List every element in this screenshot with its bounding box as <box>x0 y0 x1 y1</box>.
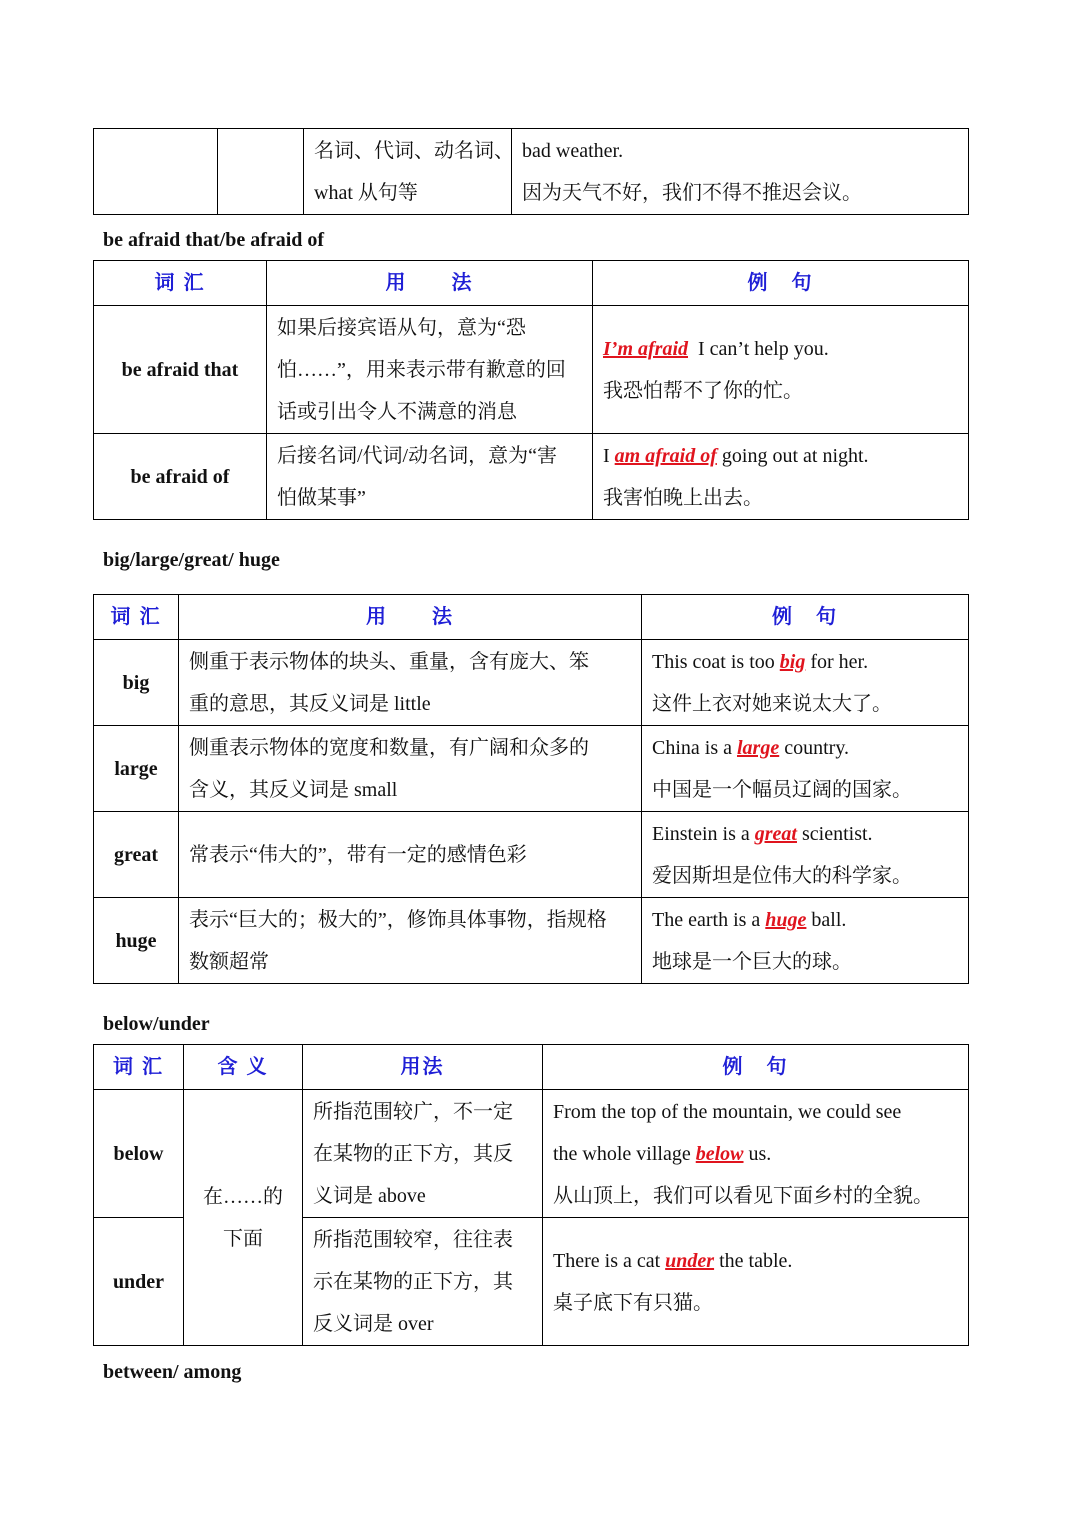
section-title: big/large/great/ huge <box>103 549 280 571</box>
example-en <box>553 1133 958 1175</box>
example-cell <box>642 898 969 984</box>
example-en: From the top of the mountain, we could see <box>553 1100 902 1123</box>
word-cell: great <box>94 812 179 898</box>
example-text: There is a cat <box>553 1249 666 1272</box>
highlight-word: large <box>737 736 780 759</box>
header-meaning: 含 义 <box>184 1045 303 1090</box>
word-cell: huge <box>94 898 179 984</box>
highlight-word: huge <box>765 908 807 931</box>
example-en: bad weather. <box>522 139 624 162</box>
section-title: be afraid that/be afraid of <box>103 229 325 251</box>
example-zh: 从山顶上，我们可以看见下面乡村的全貌。 <box>553 1184 933 1207</box>
usage-cell <box>179 898 642 984</box>
example-text: country. <box>779 736 850 759</box>
usage-line: 重的意思，其反义词是 little <box>189 692 431 715</box>
example-zh: 这件上衣对她来说太大了。 <box>652 692 892 715</box>
example-zh: 桌子底下有只猫。 <box>553 1291 713 1314</box>
top-fragment-table <box>93 128 969 215</box>
example-cell <box>593 306 969 434</box>
usage-cell <box>304 129 512 215</box>
example-en <box>553 1240 958 1282</box>
empty-cell <box>218 129 304 215</box>
section-title: below/under <box>103 1013 210 1035</box>
header-word: 词 汇 <box>94 1045 184 1090</box>
example-cell <box>512 129 969 215</box>
example-zh: 中国是一个幅员辽阔的国家。 <box>652 778 912 801</box>
example-text: scientist. <box>796 822 873 845</box>
usage-line: 数额超常 <box>189 950 269 973</box>
usage-line: 怕……”，用来表示带有歉意的回 <box>277 358 566 381</box>
example-en <box>652 727 958 769</box>
example-cell <box>543 1218 969 1346</box>
usage-line: 话或引出令人不满意的消息 <box>277 400 517 423</box>
example-text: This coat is too <box>652 650 780 673</box>
highlight-word: great <box>754 822 797 845</box>
usage-line: 在某物的正下方，其反 <box>313 1142 513 1165</box>
usage-line: 含义，其反义词是 small <box>189 778 398 801</box>
usage-line: 表示“巨大的；极大的”，修饰具体事物，指规格 <box>189 908 607 931</box>
meaning-line: 在……的 <box>203 1185 283 1208</box>
example-text: The earth is a <box>652 908 766 931</box>
usage-line: 常表示“伟大的”，带有一定的感情色彩 <box>189 843 527 866</box>
example-zh: 因为天气不好，我们不得不推迟会议。 <box>522 181 862 204</box>
example-cell <box>642 640 969 726</box>
usage-cell <box>267 434 593 520</box>
example-cell <box>642 726 969 812</box>
example-text: going out at night. <box>716 444 869 467</box>
example-text: for her. <box>805 650 869 673</box>
usage-cell <box>179 812 642 898</box>
usage-line: 怕做某事” <box>277 486 366 509</box>
example-cell <box>593 434 969 520</box>
usage-cell <box>267 306 593 434</box>
example-zh: 我恐怕帮不了你的忙。 <box>603 379 803 402</box>
usage-line: what 从句等 <box>314 181 418 204</box>
example-en <box>652 641 958 683</box>
example-en <box>603 328 958 370</box>
usage-cell <box>179 726 642 812</box>
example-cell <box>642 812 969 898</box>
word-cell: big <box>94 640 179 726</box>
example-en <box>652 813 958 855</box>
usage-line: 如果后接宾语从句，意为“恐 <box>277 316 526 339</box>
header-example: 例 句 <box>543 1045 969 1090</box>
example-text: the table. <box>714 1249 793 1272</box>
example-en <box>652 899 958 941</box>
highlight-word: below <box>695 1142 744 1165</box>
example-zh: 我害怕晚上出去。 <box>603 486 763 509</box>
example-text: I can’t help you. <box>688 337 829 360</box>
header-usage: 用 法 <box>179 595 642 640</box>
usage-line: 侧重表示物体的宽度和数量，有广阔和众多的 <box>189 736 589 759</box>
header-example: 例 句 <box>642 595 969 640</box>
word-cell: large <box>94 726 179 812</box>
word-cell: below <box>94 1090 184 1218</box>
usage-line: 侧重于表示物体的块头、重量，含有庞大、笨 <box>189 650 589 673</box>
empty-cell <box>94 129 218 215</box>
usage-line: 后接名词/代词/动名词，意为“害 <box>277 444 557 467</box>
header-word: 词 汇 <box>94 261 267 306</box>
below-table <box>93 1044 969 1346</box>
section-title: between/ among <box>103 1361 242 1383</box>
usage-line: 所指范围较广，不一定 <box>313 1100 513 1123</box>
example-text: I <box>603 444 615 467</box>
usage-line: 义词是 above <box>313 1184 426 1207</box>
example-text: us. <box>743 1142 772 1165</box>
usage-cell <box>303 1090 543 1218</box>
usage-cell <box>179 640 642 726</box>
header-example: 例 句 <box>593 261 969 306</box>
usage-cell <box>303 1218 543 1346</box>
highlight-word: I’m afraid <box>603 337 688 360</box>
header-usage: 用 法 <box>267 261 593 306</box>
example-cell <box>543 1090 969 1218</box>
word-cell: be afraid that <box>94 306 267 434</box>
afraid-table <box>93 260 969 520</box>
big-table <box>93 594 969 984</box>
meaning-cell <box>184 1090 303 1346</box>
header-usage: 用法 <box>303 1045 543 1090</box>
header-word: 词 汇 <box>94 595 179 640</box>
example-zh: 地球是一个巨大的球。 <box>652 950 852 973</box>
word-cell: be afraid of <box>94 434 267 520</box>
usage-line: 反义词是 over <box>313 1312 434 1335</box>
word-cell: under <box>94 1218 184 1346</box>
example-text: China is a <box>652 736 737 759</box>
highlight-word: big <box>779 650 806 673</box>
highlight-word: under <box>665 1249 715 1272</box>
example-text: ball. <box>806 908 847 931</box>
example-zh: 爱因斯坦是位伟大的科学家。 <box>652 864 912 887</box>
example-en <box>603 435 958 477</box>
usage-line: 示在某物的正下方，其 <box>313 1270 513 1293</box>
example-text: Einstein is a <box>652 822 755 845</box>
meaning-line: 下面 <box>223 1227 263 1250</box>
usage-line: 所指范围较窄，往往表 <box>313 1228 513 1251</box>
example-text: the whole village <box>553 1142 696 1165</box>
highlight-word: am afraid of <box>614 444 717 467</box>
usage-line: 名词、代词、动名词、 <box>314 139 514 162</box>
